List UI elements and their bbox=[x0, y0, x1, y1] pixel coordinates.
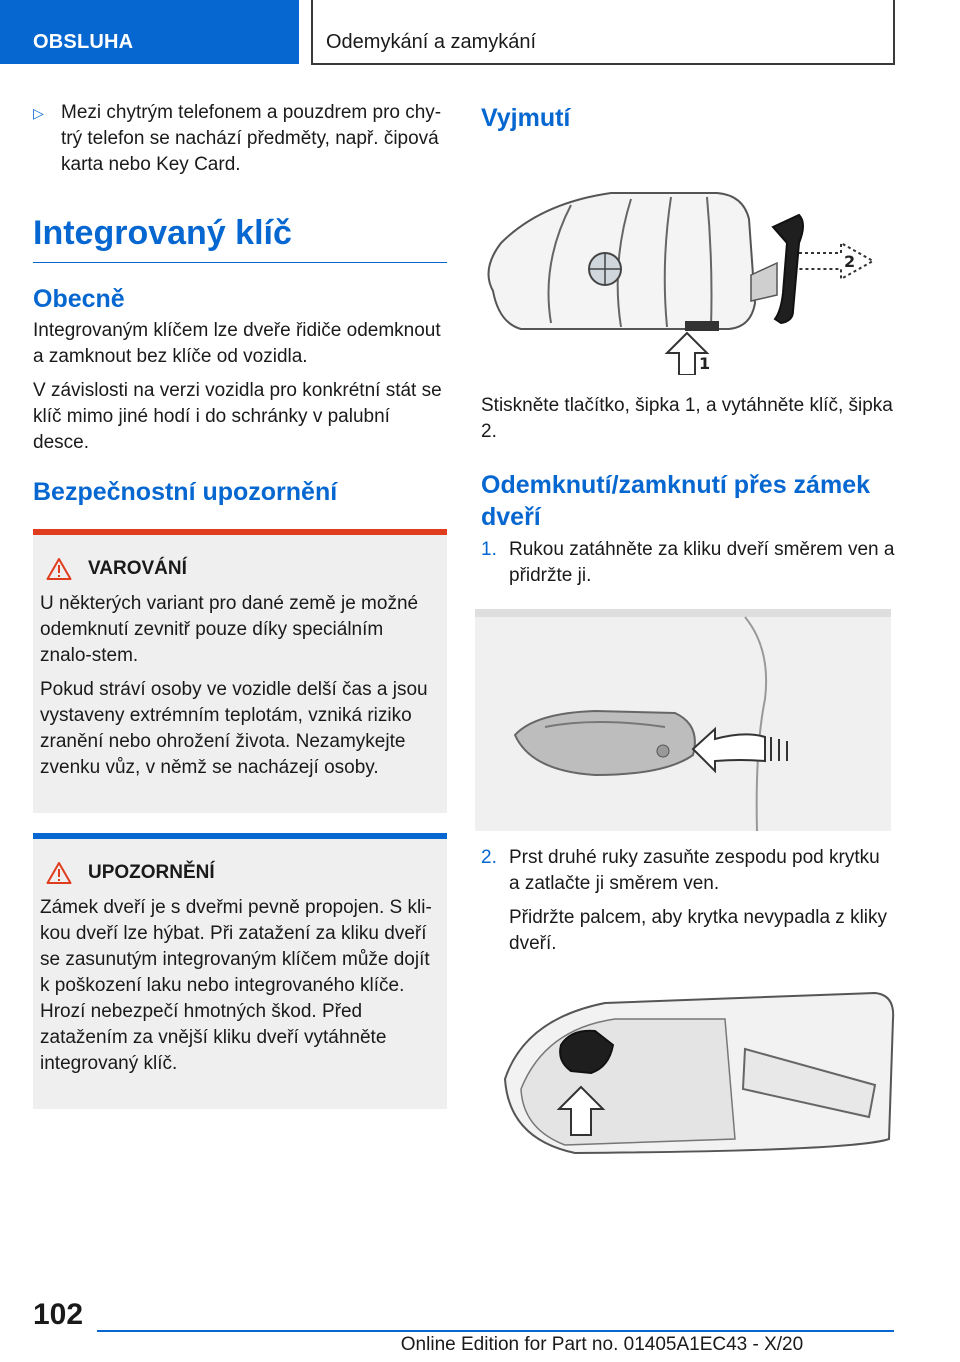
notice-title: UPOZORNĚNÍ bbox=[88, 862, 215, 883]
step-text: Prst druhé ruky zasuňte zespodu pod krytku a zatlačte ji směrem ven. bbox=[509, 847, 880, 894]
door-handle-illustration bbox=[475, 609, 891, 831]
warning-paragraph-2: Pokud stráví osoby ve vozidle delší čas a jsou vystaveny extrémním teplotám, vzniká riziko zranění nebo ohrožení života. Nezamykejte zvenku vůz, v němž se nacházejí osoby. bbox=[40, 679, 428, 778]
warning-header bbox=[46, 557, 439, 581]
left-column bbox=[33, 100, 447, 1109]
general-paragraph-1: Integrovaným klíčem lze dveře řidiče odemknout a zamknout bez klíče od vozidla. bbox=[33, 320, 441, 367]
arrow-1-label: 1 bbox=[699, 354, 711, 373]
step-text: Rukou zatáhněte za kliku dveří směrem ven a přidržte ji. bbox=[509, 539, 895, 586]
arrow-2-label: 2 bbox=[844, 252, 856, 271]
step-2 bbox=[481, 845, 895, 897]
warning-paragraph-1: U některých variant pro dané země je možné odemknutí zevnitř pouze díky speciálním znalo-stem. bbox=[40, 593, 419, 666]
warning-triangle-icon bbox=[46, 557, 72, 581]
step-number: 2. bbox=[481, 847, 497, 868]
removal-text: Stiskněte tlačítko, šipka 1, a vytáhněte klíč, šipka 2. bbox=[481, 395, 893, 442]
notice-box bbox=[33, 833, 447, 1109]
bullet-item bbox=[33, 100, 447, 178]
general-heading: Obecně bbox=[33, 285, 125, 313]
section-tab bbox=[0, 0, 299, 64]
removal-heading: Vyjmutí bbox=[481, 104, 571, 132]
key-removal-illustration bbox=[481, 143, 895, 375]
section-label: OBSLUHA bbox=[33, 31, 134, 53]
triangle-bullet-icon: ▷ bbox=[33, 105, 44, 121]
lock-heading: Odemknutí/zamknutí přes zámek dveří bbox=[481, 471, 871, 531]
step-number: 1. bbox=[481, 539, 497, 560]
page-title: Odemykání a zamykání bbox=[326, 31, 537, 53]
notice-header bbox=[46, 861, 439, 885]
footer-edition: Online Edition for Part no. 01405A1EC43 - X/20 bbox=[400, 1334, 804, 1355]
notice-triangle-icon bbox=[46, 861, 72, 885]
warning-title: VAROVÁNÍ bbox=[88, 558, 187, 579]
handle-cover-illustration bbox=[495, 989, 895, 1159]
bullet-text: Mezi chytrým telefonem a pouzdrem pro chy-trý telefon se nachází předměty, např. čipová karta nebo Key Card. bbox=[61, 102, 442, 175]
safety-heading: Bezpečnostní upozornění bbox=[33, 478, 338, 506]
page-number: 102 bbox=[33, 1298, 84, 1331]
right-column bbox=[481, 100, 895, 1159]
section-heading: Integrovaný klíč bbox=[33, 214, 447, 263]
general-paragraph-2: V závislosti na verzi vozidla pro konkrétní stát se klíč mimo jiné hodí i do schránky v palubní desce. bbox=[33, 380, 442, 453]
notice-paragraph: Zámek dveří je s dveřmi pevně propojen. S kli-kou dveří lze hýbat. Při zatažení za kliku dveří se zasunutým integrovaným klíčem může dojít k poškození laku nebo integrovaného klíče. Hrozí nebezpečí hmotných škod. Před zatažením za vnější kliku dveří vytáhněte integrovaný klíč. bbox=[40, 897, 432, 1074]
footer-divider bbox=[97, 1330, 894, 1332]
warning-box bbox=[33, 529, 447, 813]
step-2-note: Přidržte palcem, aby krytka nevypadla z kliky dveří. bbox=[509, 907, 888, 954]
step-1 bbox=[481, 537, 895, 589]
